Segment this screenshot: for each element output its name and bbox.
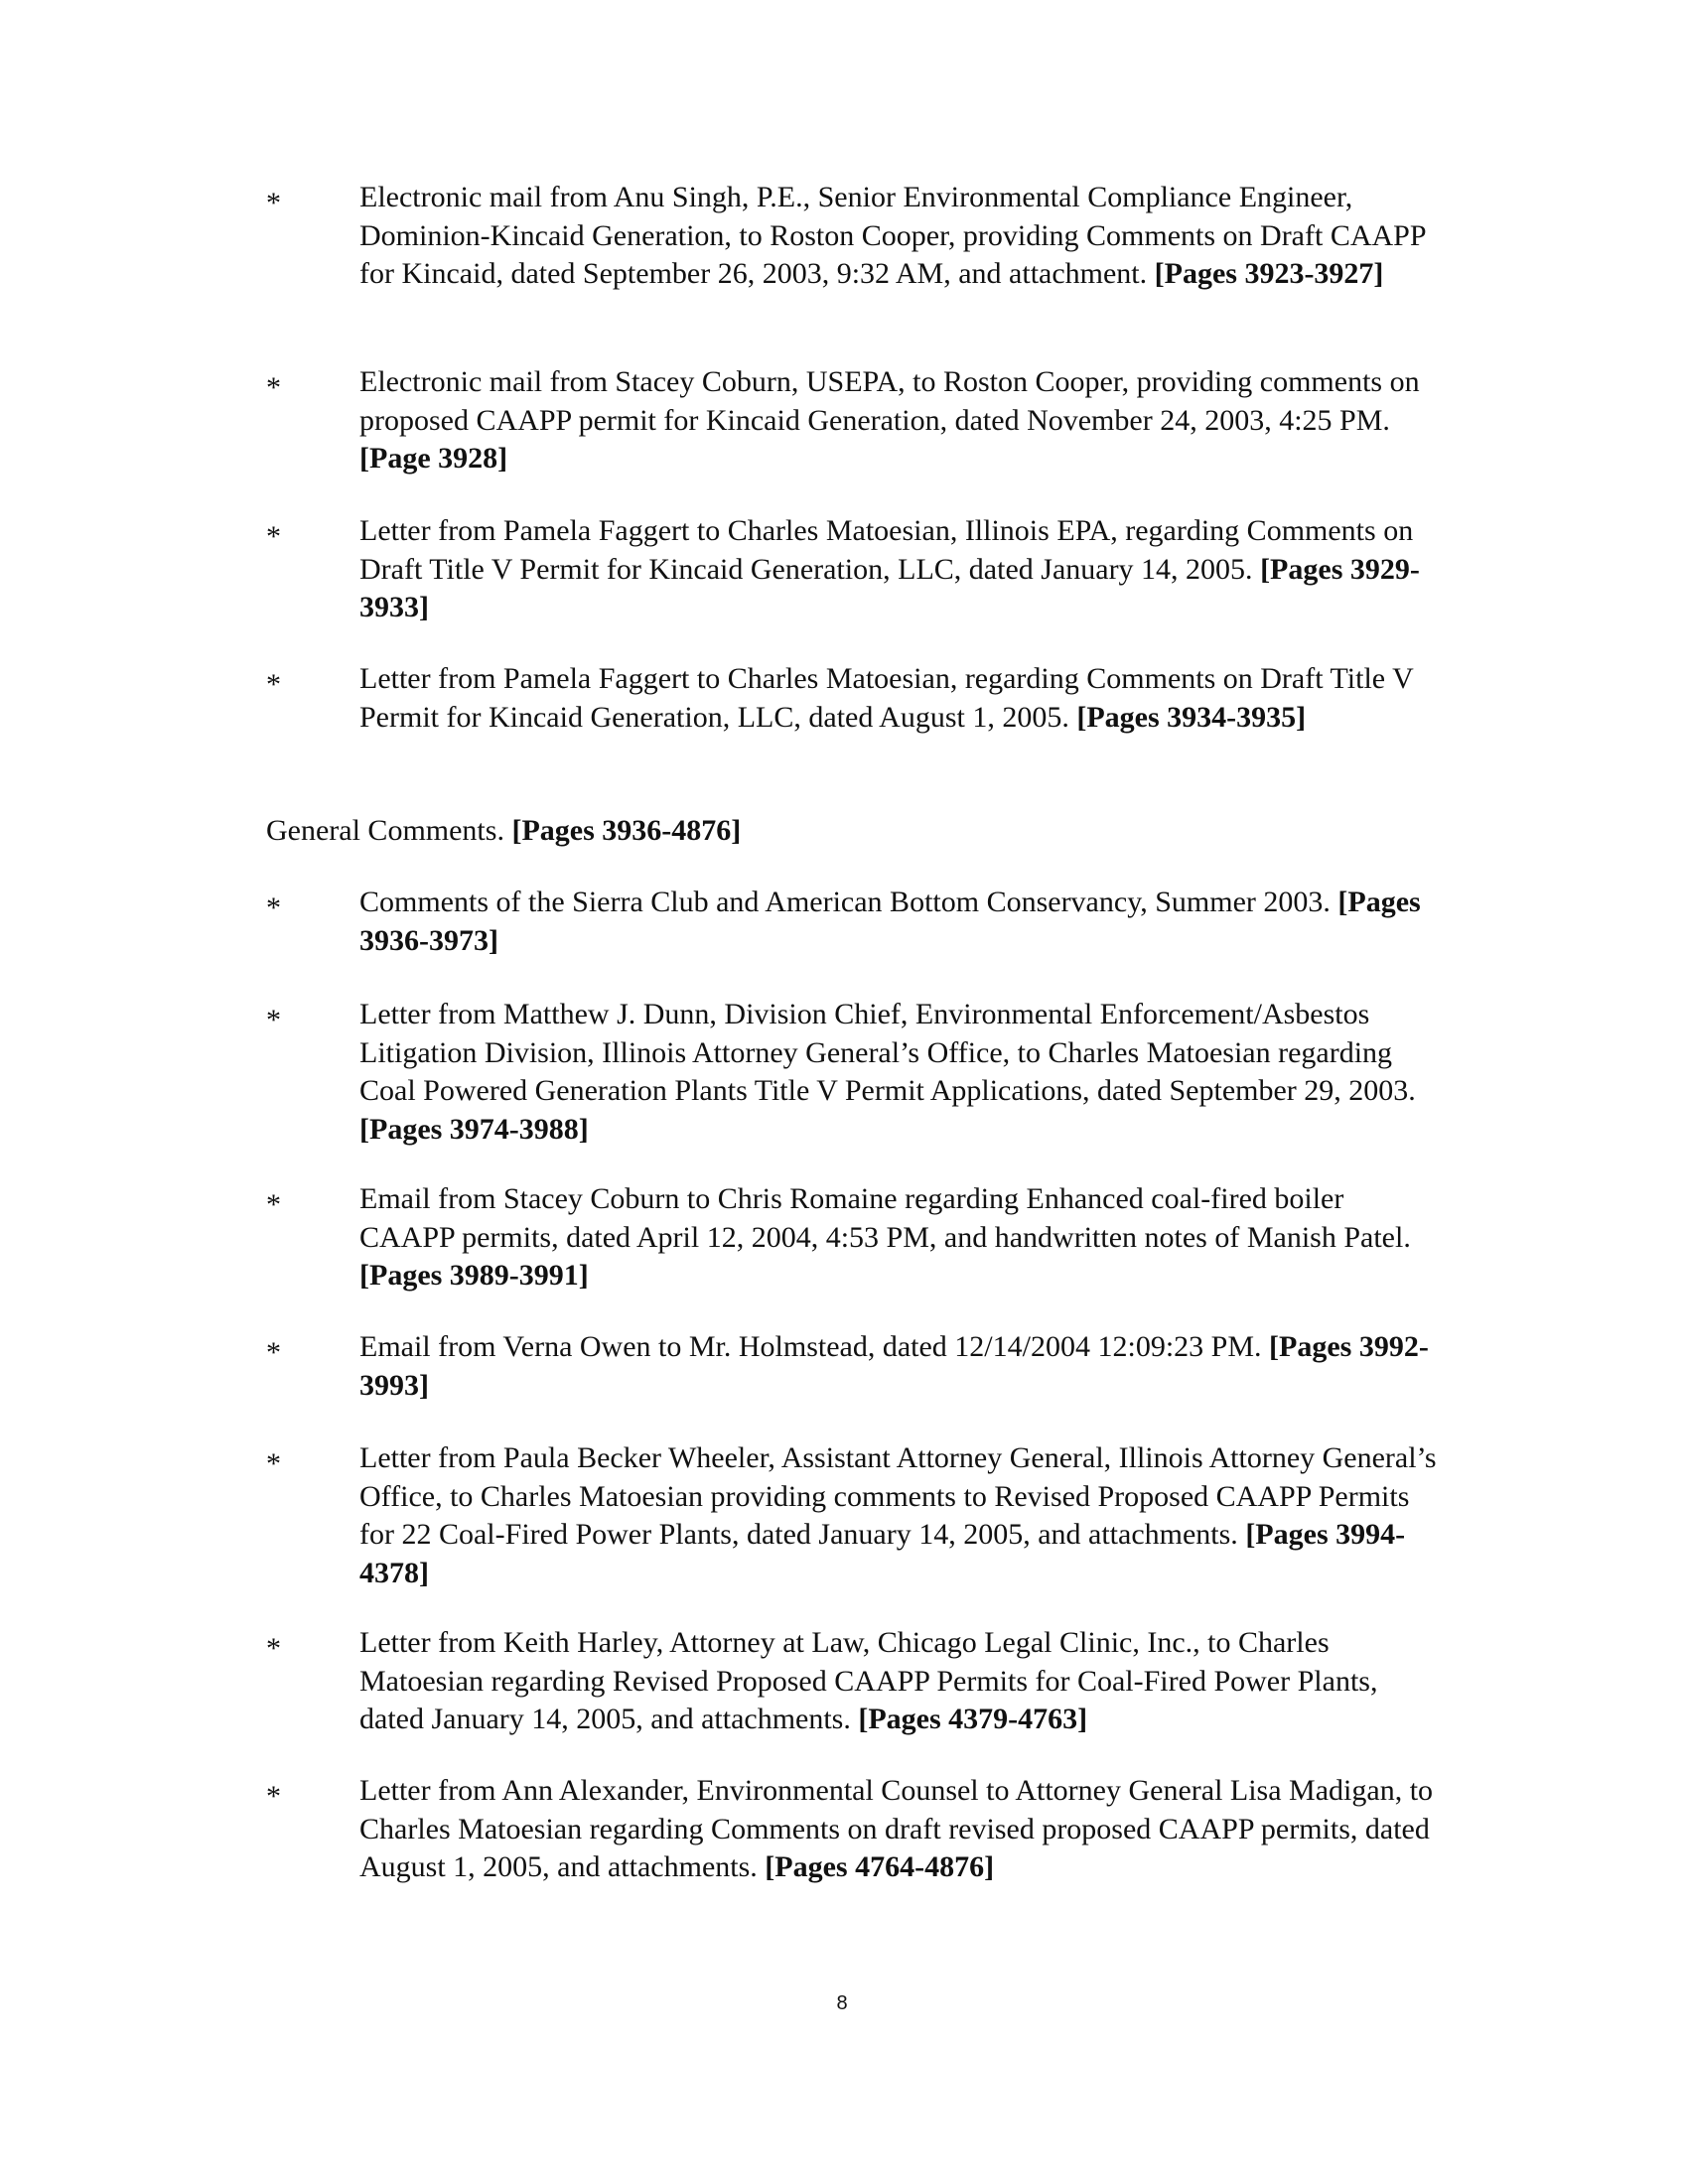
page-reference: [Pages 3989-3991] <box>359 1259 589 1292</box>
entry-text: Email from Verna Owen to Mr. Holmstead, dated 12/14/2004 12:09:23 PM. <box>359 1330 1262 1363</box>
bullet-marker: * <box>266 520 281 553</box>
entry-text: Comments of the Sierra Club and American Bottom Conservancy, Summer 2003. <box>359 886 1331 918</box>
bullet-marker: * <box>266 891 281 924</box>
page-number: 8 <box>836 1992 848 2014</box>
page-reference: [Pages 4379-4763] <box>858 1703 1088 1735</box>
section-heading <box>266 812 741 850</box>
section-page-reference: [Pages 3936-4876] <box>511 814 742 847</box>
page-reference: [Pages 3929-3933] <box>359 552 1420 623</box>
entry-text-block <box>359 996 1442 1149</box>
bullet-marker: * <box>266 1780 281 1813</box>
entry-text: Electronic mail from Anu Singh, P.E., Senior Environmental Compliance Engineer, Dominion-Kincaid Generation, to Roston Cooper, providing Comments on Draft CAAPP for Kincaid, dated September 26, 2003, 9:32 AM, and attachment. <box>359 181 1426 290</box>
page-reference: [Pages 4764-4876] <box>765 1850 995 1883</box>
entry-text-block <box>359 512 1442 627</box>
bullet-marker: * <box>266 1447 281 1480</box>
entry-text: Letter from Paula Becker Wheeler, Assistant Attorney General, Illinois Attorney General’s Office, to Charles Matoesian providing comments to Revised Proposed CAAPP Permits for 22 Coal-Fired Power Plants, dated January 14, 2005, and attachments. <box>359 1441 1437 1551</box>
bullet-marker: * <box>266 1188 281 1221</box>
bullet-marker: * <box>266 1336 281 1369</box>
page-reference: [Pages 3992-3993] <box>359 1330 1429 1402</box>
entry-text: Email from Stacey Coburn to Chris Romaine regarding Enhanced coal-fired boiler CAAPP permits, dated April 12, 2004, 4:53 PM, and handwritten notes of Manish Patel. <box>359 1182 1411 1254</box>
entry-text-block <box>359 363 1442 478</box>
page-reference: [Pages 3923-3927] <box>1154 257 1384 290</box>
entry-text-block <box>359 660 1442 737</box>
entry-text: Letter from Matthew J. Dunn, Division Chief, Environmental Enforcement/Asbestos Litigation Division, Illinois Attorney General’s Office, to Charles Matoesian regarding Coal Powered Generation Plants Title V Permit Applications, dated September 29, 2003. <box>359 998 1416 1107</box>
entry-text: Electronic mail from Stacey Coburn, USEPA, to Roston Cooper, providing comments on proposed CAAPP permit for Kincaid Generation, dated November 24, 2003, 4:25 PM. <box>359 365 1420 437</box>
entry-text: Letter from Ann Alexander, Environmental Counsel to Attorney General Lisa Madigan, to Charles Matoesian regarding Comments on draft revised proposed CAAPP permits, dated August 1, 2005, and attachments. <box>359 1774 1434 1883</box>
entry-text-block <box>359 1439 1442 1592</box>
entry-text-block <box>359 1772 1442 1887</box>
entry-text-block <box>359 1180 1442 1296</box>
entry-text: Letter from Keith Harley, Attorney at Law, Chicago Legal Clinic, Inc., to Charles Matoesian regarding Revised Proposed CAAPP Permits for Coal-Fired Power Plants, dated January 14, 2005, and attachments. <box>359 1626 1378 1735</box>
page-reference: [Pages 3994-4378] <box>359 1518 1406 1589</box>
bullet-marker: * <box>266 371 281 404</box>
entry-text: Letter from Pamela Faggert to Charles Matoesian, regarding Comments on Draft Title V Permit for Kincaid Generation, LLC, dated August 1, 2005. <box>359 662 1414 734</box>
page-reference: [Page 3928] <box>359 442 508 475</box>
page-reference: [Pages 3974-3988] <box>359 1112 589 1146</box>
page-reference: [Pages 3936-3973] <box>359 886 1421 957</box>
page-reference: [Pages 3934-3935] <box>1076 700 1307 734</box>
bullet-marker: * <box>266 668 281 701</box>
entry-text-block <box>359 884 1442 960</box>
section-heading-text: General Comments. <box>266 814 504 847</box>
entry-text: Letter from Pamela Faggert to Charles Matoesian, Illinois EPA, regarding Comments on Draft Title V Permit for Kincaid Generation, LLC, dated January 14, 2005. <box>359 514 1414 586</box>
bullet-marker: * <box>266 187 281 219</box>
bullet-marker: * <box>266 1632 281 1665</box>
entry-text-block <box>359 1328 1442 1405</box>
entry-text-block <box>359 179 1442 294</box>
bullet-marker: * <box>266 1004 281 1036</box>
entry-text-block <box>359 1624 1442 1739</box>
